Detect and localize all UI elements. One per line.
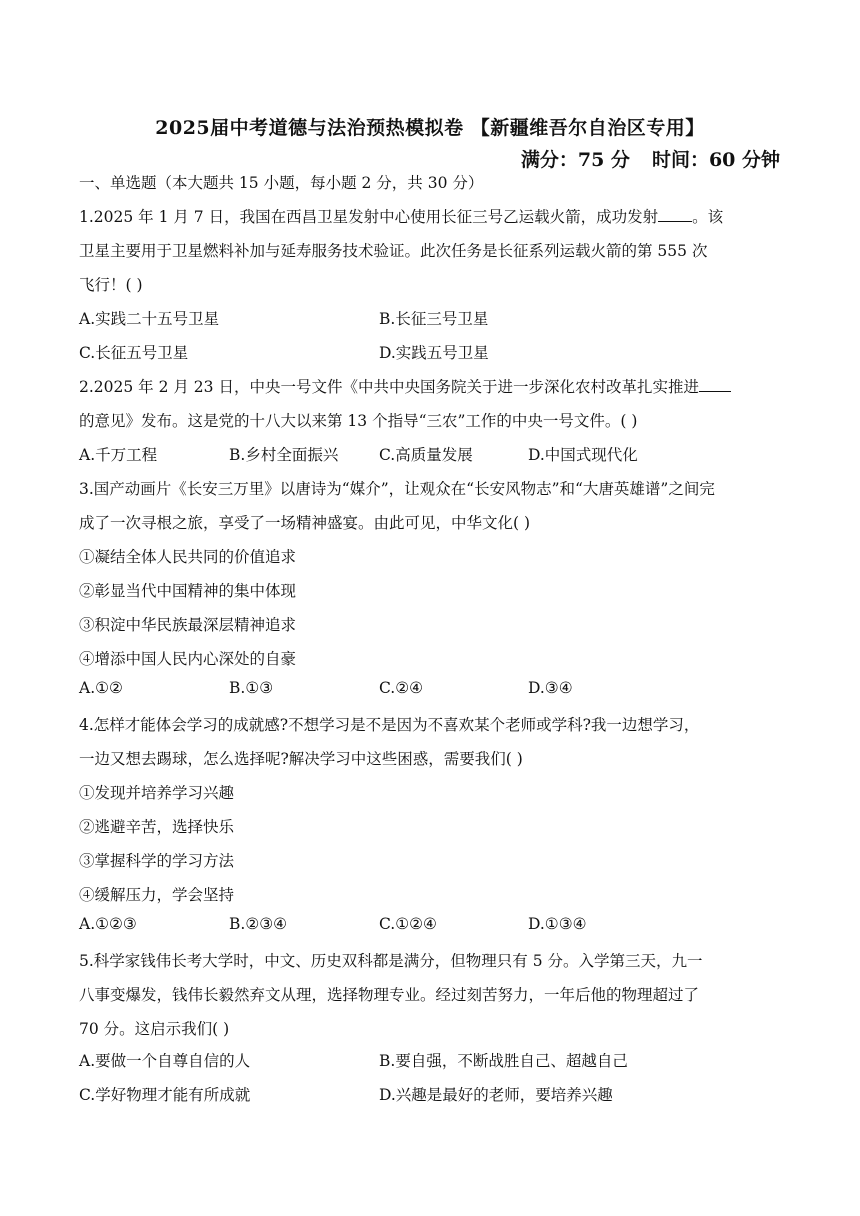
q3-statement-2: ②彰显当代中国精神的集中体现 [79, 582, 297, 600]
section-heading: 一、单选题（本大题共 15 小题，每小题 2 分，共 30 分） [79, 174, 484, 192]
q5-option-c: C.学好物理才能有所成就 [79, 1086, 251, 1104]
q3-option-b: B.①③ [229, 679, 274, 697]
question-1-line-3: 飞行！( ) [79, 276, 143, 294]
question-4-line-1: 4.怎样才能体会学习的成就感?不想学习是不是因为不喜欢某个老师或学科?我一边想学习， [79, 716, 700, 734]
q4-statement-1: ①发现并培养学习兴趣 [79, 784, 235, 802]
q1-option-c: C.长征五号卫星 [79, 344, 189, 362]
question-1-line-1: 1.2025 年 1 月 7 日，我国在西昌卫星发射中心使用长征三号乙运载火箭，成功发射 。该 [79, 208, 724, 226]
full-score: 满分：75 分 [520, 149, 630, 171]
q5-option-a: A.要做一个自尊自信的人 [79, 1052, 251, 1070]
question-2-line-2: 的意见》发布。这是党的十八大以来第 13 个指导“三农”工作的中央一号文件。( ) [79, 412, 638, 430]
q2-option-d: D.中国式现代化 [528, 446, 638, 464]
q4-option-a: A.①②③ [79, 915, 137, 933]
q3-option-c: C.②④ [379, 679, 424, 697]
q2-option-a: A.千万工程 [79, 446, 158, 464]
answer-blank [658, 207, 692, 222]
question-3-line-1: 3.国产动画片《长安三万里》以唐诗为“媒介”，让观众在“长安风物志”和“大唐英雄谱”之间完 [79, 480, 715, 498]
q3-statement-4: ④增添中国人民内心深处的自豪 [79, 650, 297, 668]
q5-option-b: B.要自强，不断战胜自己、超越自己 [379, 1052, 628, 1070]
question-5-line-2: 八事变爆发，钱伟长毅然弃文从理，选择物理专业。经过刻苦努力，一年后他的物理超过了 [79, 986, 700, 1004]
q5-option-d: D.兴趣是最好的老师，要培养兴趣 [379, 1086, 613, 1104]
q1-option-a: A.实践二十五号卫星 [79, 310, 220, 328]
q3-statement-3: ③积淀中华民族最深层精神追求 [79, 616, 297, 634]
question-3-line-2: 成了一次寻根之旅，享受了一场精神盛宴。由此可见，中华文化( ) [79, 514, 531, 532]
q3-option-a: A.①② [79, 679, 123, 697]
exam-meta [521, 145, 780, 172]
question-2-line-1: 2.2025 年 2 月 23 日，中央一号文件《中共中央国务院关于进一步深化农村改革扎实推进 [79, 375, 781, 397]
q1-option-b: B.长征三号卫星 [379, 310, 489, 328]
exam-time: 时间：60 分钟 [651, 149, 780, 171]
question-1-line-2: 卫星主要用于卫星燃料补加与延寿服务技术验证。此次任务是长征系列运载火箭的第 555 次 [79, 242, 708, 260]
q4-option-d: D.①③④ [528, 915, 587, 933]
q4-statement-2: ②逃避辛苦，选择快乐 [79, 818, 235, 836]
q2-option-b: B.乡村全面振兴 [229, 446, 339, 464]
exam-title: 2025届中考道德与法治预热模拟卷 【新疆维吾尔自治区专用】 [155, 117, 705, 139]
question-5-line-1: 5.科学家钱伟长考大学时，中文、历史双科都是满分，但物理只有 5 分。入学第三天，九一 [79, 952, 703, 970]
q3-statement-1: ①凝结全体人民共同的价值追求 [79, 548, 297, 566]
q3-option-d: D.③④ [528, 679, 573, 697]
question-4-line-2: 一边又想去踢球，怎么选择呢?解决学习中这些困惑，需要我们( ) [79, 750, 523, 768]
question-5-line-3: 70 分。这启示我们( ) [79, 1020, 230, 1038]
q4-option-c: C.①②④ [379, 915, 437, 933]
q2-option-c: C.高质量发展 [379, 446, 473, 464]
q4-statement-3: ③掌握科学的学习方法 [79, 852, 235, 870]
q4-option-b: B.②③④ [229, 915, 288, 933]
q4-statement-4: ④缓解压力，学会坚持 [79, 886, 235, 904]
answer-blank [699, 377, 731, 392]
q1-option-d: D.实践五号卫星 [379, 344, 489, 362]
